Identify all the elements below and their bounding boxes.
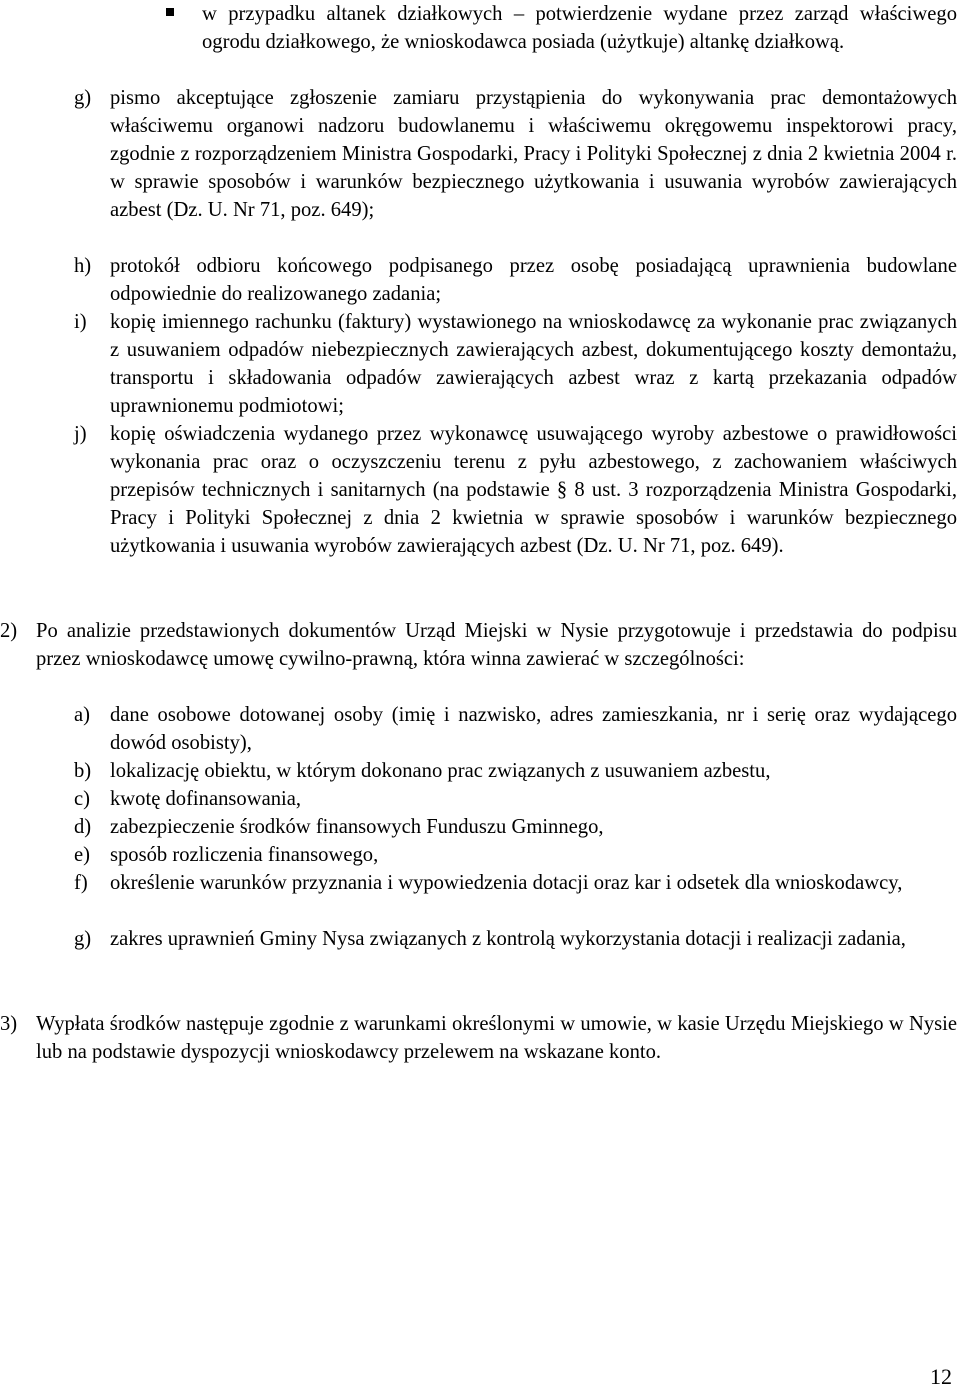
list-item-text: kopię oświadczenia wydanego przez wykonawcę usuwającego wyroby azbestowe o prawidłowości wykonania prac oraz o oczyszczeniu terenu z pyłu azbestowego, z zachowaniem właściwych przepisów technicznych i sanitarnych (na podstawie § 8 ust. 3 rozporządzenia Ministra Gospodarki, Pracy i Polityki Społecznej z dnia 2 kwietnia w sprawie sposobów i warunków bezpiecznego użytkowania i usuwania wyrobów zawierających azbest (Dz. U. Nr 71, poz. 649).	[110, 423, 957, 557]
list-item-label: d)	[74, 816, 92, 838]
square-bullet-icon	[166, 8, 174, 16]
list-item-label: h)	[74, 255, 92, 277]
list-item-text: dane osobowe dotowanej osoby (imię i nazwisko, adres zamieszkania, nr i serię oraz wydającego dowód osobisty),	[110, 704, 957, 754]
list-item-text: zakres uprawnień Gminy Nysa związanych z kontrolą wykorzystania dotacji i realizacji zadania,	[110, 928, 906, 950]
list-item-label: j)	[74, 423, 87, 445]
section-2-intro: Po analizie przedstawionych dokumentów Urząd Miejski w Nysie przygotowuje i przedstawia do podpisu przez wnioskodawcę umowę cywilno-prawną, która winna zawierać w szczególności:	[36, 620, 957, 670]
bullet-item-text: w przypadku altanek działkowych – potwierdzenie wydane przez zarząd właściwego ogrodu działkowego, że wnioskodawca posiada (użytkuje) altankę działkową.	[202, 3, 957, 53]
section-number: 2)	[0, 620, 18, 642]
list-item-text: określenie warunków przyznania i wypowiedzenia dotacji oraz kar i odsetek dla wnioskodawcy,	[110, 872, 903, 894]
list-item-label: i)	[74, 311, 87, 333]
list-item-text: lokalizację obiektu, w którym dokonano prac związanych z usuwaniem azbestu,	[110, 760, 771, 782]
list-item-label: a)	[74, 704, 90, 726]
list-item-label: g)	[74, 928, 92, 950]
list-item-text: kopię imiennego rachunku (faktury) wystawionego na wnioskodawcę za wykonanie prac związanych z usuwaniem odpadów niebezpiecznych zawierających azbest, dokumentującego koszty demontażu, transportu i składowania odpadów zawierających azbest wraz z kartą przekazania odpadów uprawnionemu podmiotowi;	[110, 311, 957, 417]
section-number: 3)	[0, 1013, 18, 1035]
list-item-text: pismo akceptujące zgłoszenie zamiaru przystąpienia do wykonywania prac demontażowych właściwemu organowi nadzoru budowlanemu i właściwemu okręgowemu inspektorowi pracy, zgodnie z rozporządzeniem Ministra Gospodarki, Pracy i Polityki Społecznej z dnia 2 kwietnia 2004 r. w sprawie sposobów i warunków bezpiecznego użytkowania i usuwania wyrobów zawierających azbest (Dz. U. Nr 71, poz. 649);	[110, 87, 957, 221]
list-item-label: b)	[74, 760, 92, 782]
list-item-text: zabezpieczenie środków finansowych Funduszu Gminnego,	[110, 816, 604, 838]
list-item-text: kwotę dofinansowania,	[110, 788, 302, 810]
list-item-text: protokół odbioru końcowego podpisanego przez osobę posiadającą uprawnienia budowlane odpowiednie do realizowanego zadania;	[110, 255, 957, 305]
section-3-text: Wypłata środków następuje zgodnie z warunkami określonymi w umowie, w kasie Urzędu Miejskiego w Nysie lub na podstawie dyspozycji wnioskodawcy przelewem na wskazane konto.	[36, 1013, 957, 1063]
list-item-label: g)	[74, 87, 92, 109]
list-item-label: f)	[74, 872, 88, 894]
list-item-label: c)	[74, 788, 90, 810]
page-number: 12	[930, 1364, 952, 1389]
list-item-label: e)	[74, 844, 90, 866]
list-item-text: sposób rozliczenia finansowego,	[110, 844, 379, 866]
